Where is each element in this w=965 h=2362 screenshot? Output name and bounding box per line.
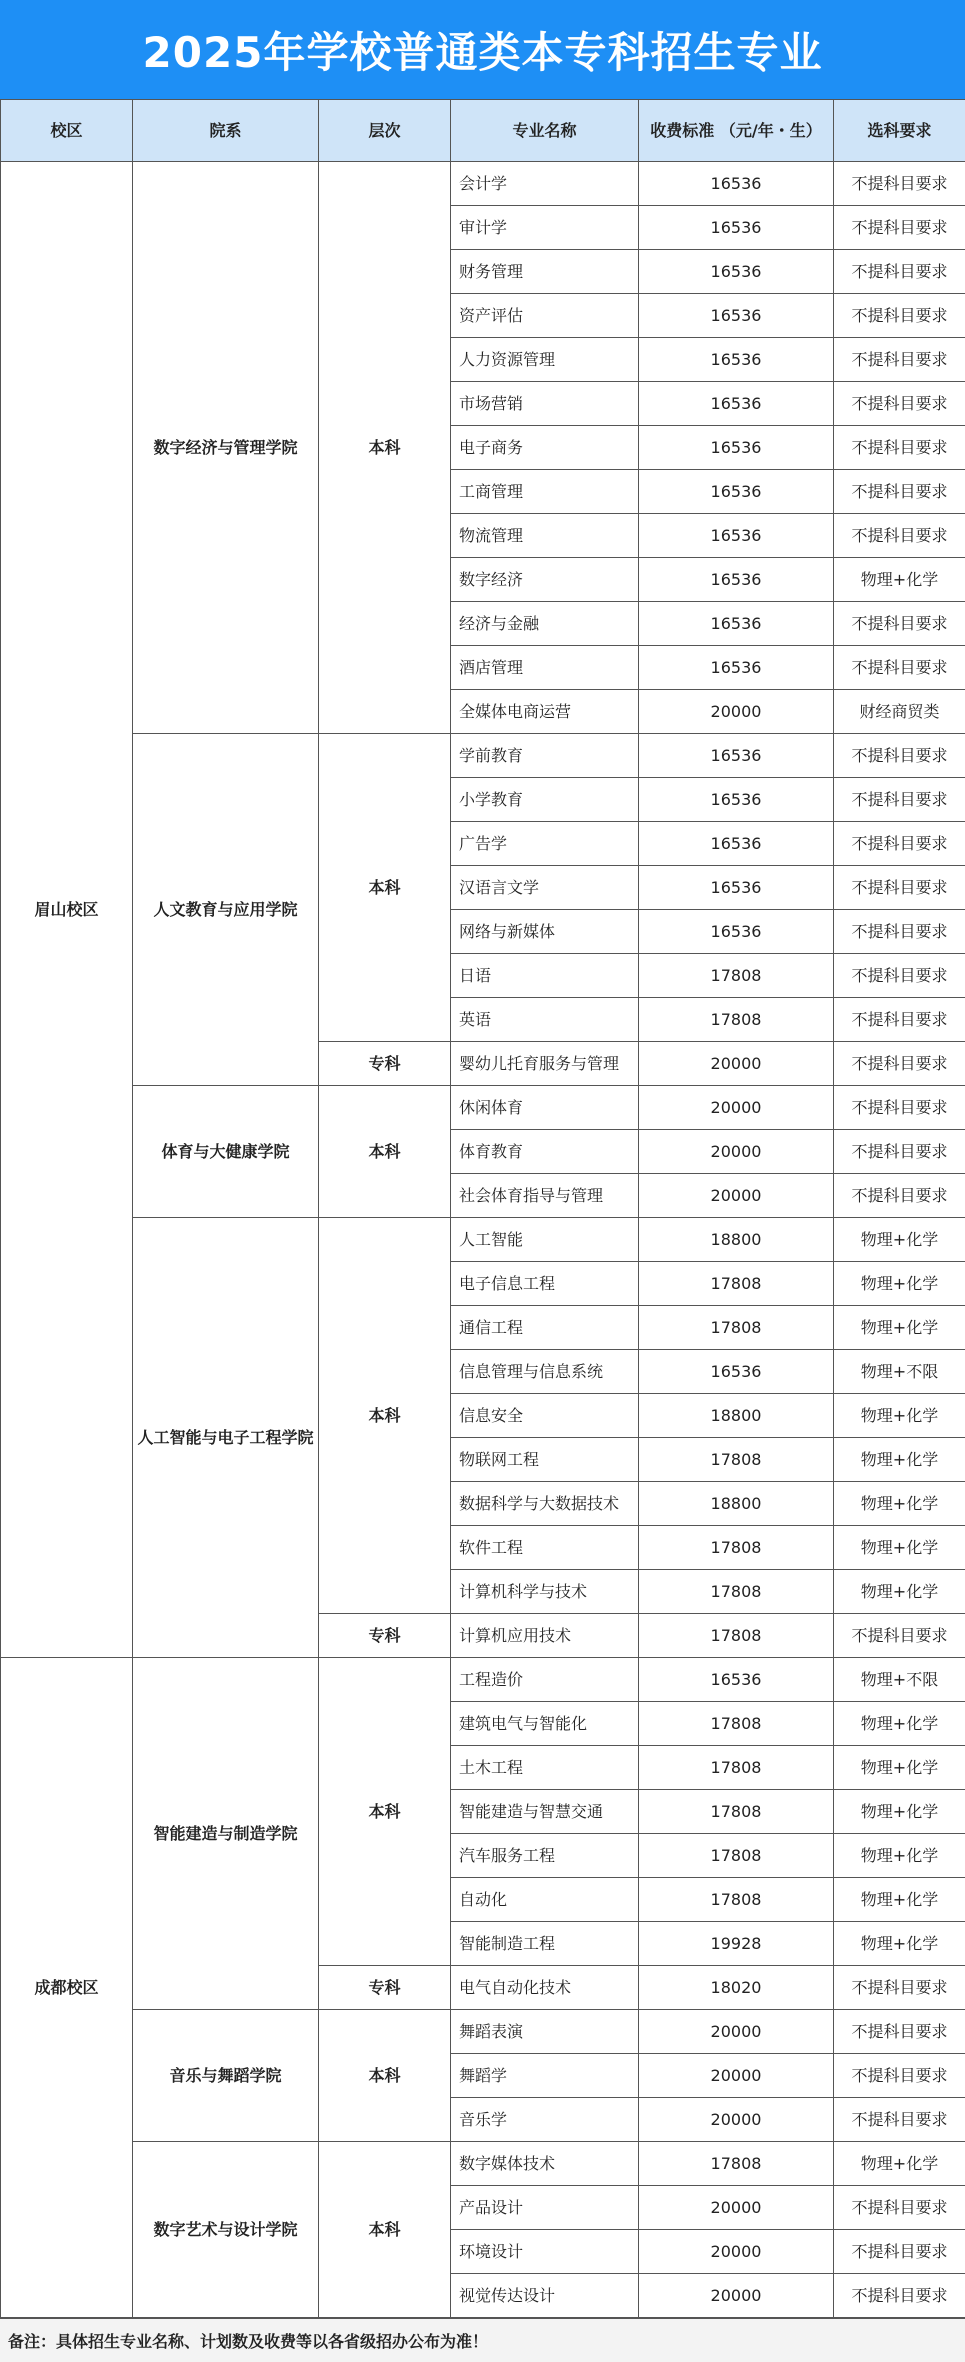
- major-name-cell: 音乐学: [451, 2098, 639, 2142]
- requirement-cell: 不提科目要求: [834, 382, 965, 426]
- major-name-cell: 休闲体育: [451, 1086, 639, 1130]
- requirement-cell: 不提科目要求: [834, 250, 965, 294]
- requirement-cell: 物理+不限: [834, 1350, 965, 1394]
- fee-cell: 16536: [639, 602, 834, 646]
- fee-cell: 17808: [639, 1570, 834, 1614]
- fee-cell: 17808: [639, 2142, 834, 2186]
- major-name-cell: 汉语言文学: [451, 866, 639, 910]
- college-cell: 体育与大健康学院: [133, 1086, 319, 1218]
- major-name-cell: 小学教育: [451, 778, 639, 822]
- table-row: [1, 1086, 965, 1130]
- major-name-cell: 资产评估: [451, 294, 639, 338]
- major-name-cell: 物流管理: [451, 514, 639, 558]
- major-name-cell: 土木工程: [451, 1746, 639, 1790]
- level-cell: 专科: [319, 1614, 451, 1658]
- major-name-cell: 自动化: [451, 1878, 639, 1922]
- requirement-cell: 不提科目要求: [834, 294, 965, 338]
- level-cell: 本科: [319, 1086, 451, 1218]
- fee-cell: 20000: [639, 1042, 834, 1086]
- requirement-cell: 不提科目要求: [834, 954, 965, 998]
- fee-cell: 20000: [639, 2230, 834, 2274]
- requirement-cell: 不提科目要求: [834, 1086, 965, 1130]
- major-name-cell: 英语: [451, 998, 639, 1042]
- major-name-cell: 数据科学与大数据技术: [451, 1482, 639, 1526]
- major-name-cell: 计算机应用技术: [451, 1614, 639, 1658]
- college-cell: 数字艺术与设计学院: [133, 2142, 319, 2318]
- fee-cell: 17808: [639, 954, 834, 998]
- fee-cell: 16536: [639, 206, 834, 250]
- campus-cell: 成都校区: [1, 1658, 133, 2318]
- major-name-cell: 经济与金融: [451, 602, 639, 646]
- fee-cell: 16536: [639, 250, 834, 294]
- college-cell: 数字经济与管理学院: [133, 162, 319, 734]
- table-row: [1, 1658, 965, 1702]
- major-name-cell: 会计学: [451, 162, 639, 206]
- requirement-cell: 物理+化学: [834, 1438, 965, 1482]
- level-cell: 本科: [319, 2142, 451, 2318]
- fee-cell: 17808: [639, 1790, 834, 1834]
- fee-cell: 16536: [639, 514, 834, 558]
- requirement-cell: 物理+化学: [834, 1834, 965, 1878]
- level-cell: 本科: [319, 734, 451, 1042]
- requirement-cell: 不提科目要求: [834, 778, 965, 822]
- major-name-cell: 全媒体电商运营: [451, 690, 639, 734]
- admission-table: [0, 99, 965, 2318]
- requirement-cell: 不提科目要求: [834, 998, 965, 1042]
- major-name-cell: 婴幼儿托育服务与管理: [451, 1042, 639, 1086]
- requirement-cell: 物理+化学: [834, 1790, 965, 1834]
- fee-cell: 17808: [639, 998, 834, 1042]
- fee-cell: 16536: [639, 162, 834, 206]
- fee-cell: 20000: [639, 1086, 834, 1130]
- fee-cell: 16536: [639, 734, 834, 778]
- major-name-cell: 人力资源管理: [451, 338, 639, 382]
- fee-cell: 16536: [639, 1658, 834, 1702]
- major-name-cell: 体育教育: [451, 1130, 639, 1174]
- major-name-cell: 财务管理: [451, 250, 639, 294]
- fee-cell: 20000: [639, 2274, 834, 2318]
- major-name-cell: 网络与新媒体: [451, 910, 639, 954]
- fee-cell: 17808: [639, 1614, 834, 1658]
- requirement-cell: 不提科目要求: [834, 2098, 965, 2142]
- major-name-cell: 学前教育: [451, 734, 639, 778]
- requirement-cell: 不提科目要求: [834, 1966, 965, 2010]
- table-row: [1, 734, 965, 778]
- fee-cell: 20000: [639, 690, 834, 734]
- fee-cell: 16536: [639, 646, 834, 690]
- major-name-cell: 酒店管理: [451, 646, 639, 690]
- fee-cell: 20000: [639, 2098, 834, 2142]
- major-name-cell: 日语: [451, 954, 639, 998]
- requirement-cell: 不提科目要求: [834, 2010, 965, 2054]
- requirement-cell: 不提科目要求: [834, 470, 965, 514]
- fee-cell: 17808: [639, 1526, 834, 1570]
- requirement-cell: 不提科目要求: [834, 338, 965, 382]
- major-name-cell: 电子商务: [451, 426, 639, 470]
- requirement-cell: 物理+化学: [834, 1482, 965, 1526]
- requirement-cell: 不提科目要求: [834, 1174, 965, 1218]
- requirement-cell: 不提科目要求: [834, 602, 965, 646]
- major-name-cell: 电子信息工程: [451, 1262, 639, 1306]
- college-cell: 人工智能与电子工程学院: [133, 1218, 319, 1658]
- requirement-cell: 物理+化学: [834, 1394, 965, 1438]
- major-name-cell: 数字经济: [451, 558, 639, 602]
- header-campus: 校区: [1, 100, 133, 162]
- college-cell: 智能建造与制造学院: [133, 1658, 319, 2010]
- requirement-cell: 不提科目要求: [834, 1042, 965, 1086]
- major-name-cell: 计算机科学与技术: [451, 1570, 639, 1614]
- requirement-cell: 不提科目要求: [834, 910, 965, 954]
- requirement-cell: 不提科目要求: [834, 1130, 965, 1174]
- college-cell: 音乐与舞蹈学院: [133, 2010, 319, 2142]
- fee-cell: 20000: [639, 1174, 834, 1218]
- major-name-cell: 建筑电气与智能化: [451, 1702, 639, 1746]
- level-cell: 专科: [319, 1966, 451, 2010]
- major-name-cell: 软件工程: [451, 1526, 639, 1570]
- requirement-cell: 财经商贸类: [834, 690, 965, 734]
- requirement-cell: 物理+不限: [834, 1658, 965, 1702]
- fee-cell: 16536: [639, 866, 834, 910]
- requirement-cell: 不提科目要求: [834, 206, 965, 250]
- fee-cell: 18800: [639, 1218, 834, 1262]
- fee-cell: 18020: [639, 1966, 834, 2010]
- fee-cell: 18800: [639, 1394, 834, 1438]
- requirement-cell: 不提科目要求: [834, 426, 965, 470]
- page-title: 2025年学校普通类本专科招生专业: [142, 27, 823, 77]
- requirement-cell: 不提科目要求: [834, 162, 965, 206]
- requirement-cell: 物理+化学: [834, 1922, 965, 1966]
- header-major: 专业名称: [451, 100, 639, 162]
- fee-cell: 16536: [639, 426, 834, 470]
- major-name-cell: 汽车服务工程: [451, 1834, 639, 1878]
- fee-cell: 17808: [639, 1438, 834, 1482]
- table-row: [1, 2142, 965, 2186]
- major-name-cell: 信息安全: [451, 1394, 639, 1438]
- requirement-cell: 物理+化学: [834, 558, 965, 602]
- requirement-cell: 物理+化学: [834, 1526, 965, 1570]
- college-cell: 人文教育与应用学院: [133, 734, 319, 1086]
- footnote-text: 备注：具体招生专业名称、计划数及收费等以各省级招办公布为准！: [8, 2332, 489, 2351]
- requirement-cell: 物理+化学: [834, 1702, 965, 1746]
- major-name-cell: 舞蹈学: [451, 2054, 639, 2098]
- major-name-cell: 智能制造工程: [451, 1922, 639, 1966]
- level-cell: 本科: [319, 162, 451, 734]
- fee-cell: 17808: [639, 1306, 834, 1350]
- requirement-cell: 不提科目要求: [834, 1614, 965, 1658]
- table-row: [1, 2010, 965, 2054]
- major-name-cell: 视觉传达设计: [451, 2274, 639, 2318]
- major-name-cell: 物联网工程: [451, 1438, 639, 1482]
- fee-cell: 20000: [639, 2054, 834, 2098]
- fee-cell: 20000: [639, 1130, 834, 1174]
- fee-cell: 20000: [639, 2186, 834, 2230]
- fee-cell: 16536: [639, 822, 834, 866]
- fee-cell: 17808: [639, 1878, 834, 1922]
- fee-cell: 19928: [639, 1922, 834, 1966]
- major-name-cell: 人工智能: [451, 1218, 639, 1262]
- level-cell: 本科: [319, 2010, 451, 2142]
- major-name-cell: 工程造价: [451, 1658, 639, 1702]
- fee-cell: 16536: [639, 382, 834, 426]
- requirement-cell: 不提科目要求: [834, 734, 965, 778]
- fee-cell: 17808: [639, 1746, 834, 1790]
- major-name-cell: 信息管理与信息系统: [451, 1350, 639, 1394]
- fee-cell: 16536: [639, 1350, 834, 1394]
- major-name-cell: 审计学: [451, 206, 639, 250]
- fee-cell: 17808: [639, 1834, 834, 1878]
- header-row: [1, 100, 965, 162]
- fee-cell: 16536: [639, 338, 834, 382]
- header-college: 院系: [133, 100, 319, 162]
- fee-cell: 16536: [639, 470, 834, 514]
- fee-cell: 16536: [639, 294, 834, 338]
- level-cell: 本科: [319, 1218, 451, 1614]
- requirement-cell: 物理+化学: [834, 1218, 965, 1262]
- table-body: [1, 162, 965, 2318]
- fee-cell: 18800: [639, 1482, 834, 1526]
- fee-cell: 16536: [639, 778, 834, 822]
- requirement-cell: 不提科目要求: [834, 2054, 965, 2098]
- major-name-cell: 产品设计: [451, 2186, 639, 2230]
- major-name-cell: 舞蹈表演: [451, 2010, 639, 2054]
- header-requirement: 选科要求: [834, 100, 965, 162]
- requirement-cell: 不提科目要求: [834, 866, 965, 910]
- requirement-cell: 不提科目要求: [834, 2230, 965, 2274]
- major-name-cell: 广告学: [451, 822, 639, 866]
- fee-cell: 20000: [639, 2010, 834, 2054]
- fee-cell: 17808: [639, 1262, 834, 1306]
- major-name-cell: 环境设计: [451, 2230, 639, 2274]
- fee-cell: 17808: [639, 1702, 834, 1746]
- requirement-cell: 不提科目要求: [834, 646, 965, 690]
- header-level: 层次: [319, 100, 451, 162]
- level-cell: 本科: [319, 1658, 451, 1966]
- footnote: [0, 2318, 965, 2362]
- table-row: [1, 162, 965, 206]
- header-fee: 收费标准 （元/年・生）: [639, 100, 834, 162]
- requirement-cell: 物理+化学: [834, 1878, 965, 1922]
- campus-cell: 眉山校区: [1, 162, 133, 1658]
- table-row: [1, 1218, 965, 1262]
- major-name-cell: 电气自动化技术: [451, 1966, 639, 2010]
- major-name-cell: 通信工程: [451, 1306, 639, 1350]
- requirement-cell: 不提科目要求: [834, 2274, 965, 2318]
- title-banner: [0, 0, 965, 99]
- requirement-cell: 物理+化学: [834, 1570, 965, 1614]
- requirement-cell: 不提科目要求: [834, 822, 965, 866]
- requirement-cell: 物理+化学: [834, 1306, 965, 1350]
- major-name-cell: 工商管理: [451, 470, 639, 514]
- requirement-cell: 物理+化学: [834, 1746, 965, 1790]
- requirement-cell: 不提科目要求: [834, 2186, 965, 2230]
- requirement-cell: 物理+化学: [834, 1262, 965, 1306]
- major-name-cell: 智能建造与智慧交通: [451, 1790, 639, 1834]
- major-name-cell: 数字媒体技术: [451, 2142, 639, 2186]
- fee-cell: 16536: [639, 558, 834, 602]
- major-name-cell: 市场营销: [451, 382, 639, 426]
- level-cell: 专科: [319, 1042, 451, 1086]
- fee-cell: 16536: [639, 910, 834, 954]
- major-name-cell: 社会体育指导与管理: [451, 1174, 639, 1218]
- requirement-cell: 不提科目要求: [834, 514, 965, 558]
- requirement-cell: 物理+化学: [834, 2142, 965, 2186]
